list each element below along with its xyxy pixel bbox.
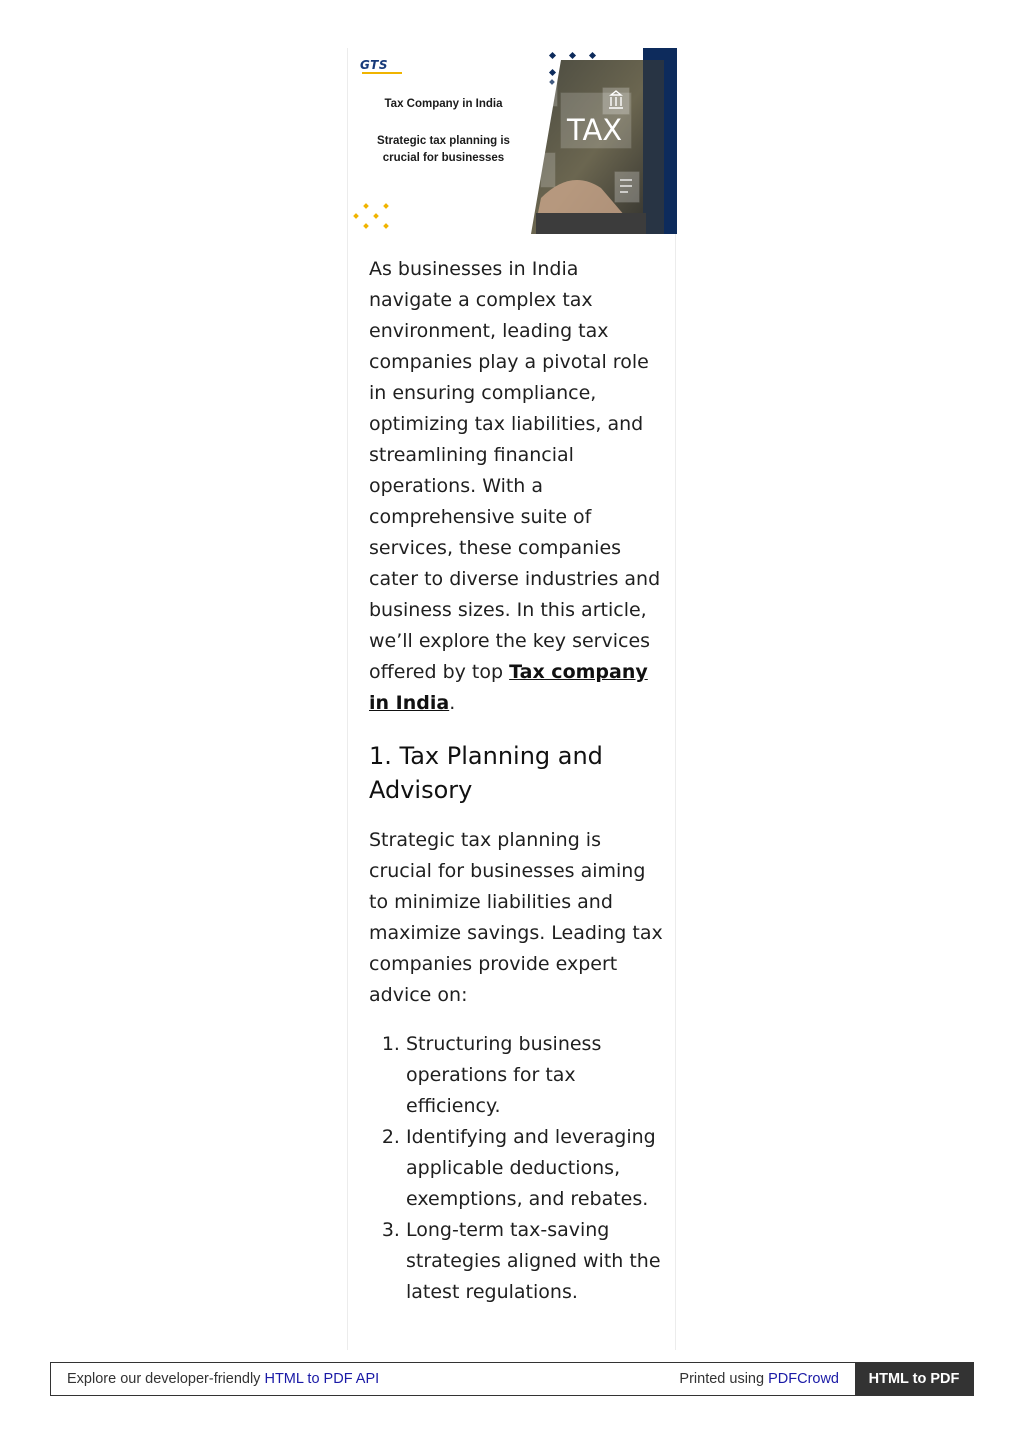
intro-period: . — [449, 692, 456, 714]
decorative-gold-dots-icon — [352, 202, 392, 234]
footer-right-text: Printed using — [679, 1371, 769, 1387]
tax-company-link[interactable]: Tax company in India — [369, 661, 648, 714]
pdfcrowd-link[interactable]: PDFCrowd — [768, 1371, 839, 1387]
intro-text: As businesses in India navigate a complex tax environment, leading tax companies play a pivotal role in ensuring compliance, optimizing tax liabilities, and streamlining financial operations. With a comprehensive suite of services, these companies cater to diverse industries and business sizes. In this article, we’ll explore the key services offered by top — [369, 258, 661, 683]
tax-hero-image — [531, 48, 677, 234]
pdfcrowd-footer — [50, 1362, 974, 1396]
article-column — [347, 48, 676, 1350]
intro-paragraph — [369, 254, 663, 719]
footer-left-text: Explore our developer-friendly — [67, 1371, 265, 1387]
html-to-pdf-button[interactable]: HTML to PDF — [855, 1363, 973, 1395]
footer-left — [67, 1371, 379, 1387]
logo-underline — [362, 72, 402, 74]
list-item: 2. Identifying and leveraging applicable deductions, exemptions, and rebates. — [406, 1122, 663, 1215]
banner-subtitle: Strategic tax planning is crucial for businesses — [377, 135, 510, 164]
section-heading: 1. Tax Planning and Advisory — [369, 742, 603, 804]
gts-logo: GTS — [360, 58, 388, 72]
article-banner — [348, 48, 677, 234]
advice-list — [369, 1029, 663, 1308]
banner-title: Tax Company in India — [384, 98, 503, 110]
section-paragraph: Strategic tax planning is crucial for businesses aiming to minimize liabilities and maximize savings. Leading tax companies provide expert advice on: — [369, 829, 663, 1006]
list-item: 3. Long-term tax-saving strategies aligned with the latest regulations. — [406, 1215, 663, 1308]
article-content — [369, 254, 663, 1308]
footer-right — [679, 1371, 839, 1387]
tax-image-text: TAX — [567, 113, 623, 147]
html-to-pdf-api-link[interactable]: HTML to PDF API — [264, 1371, 380, 1387]
list-item: 1. Structuring business operations for tax efficiency. — [406, 1029, 663, 1122]
